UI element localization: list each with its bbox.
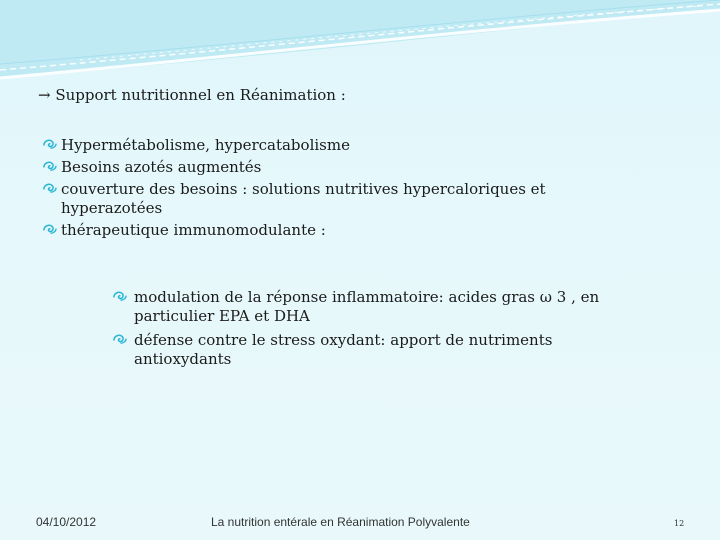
bullet-item bbox=[42, 158, 602, 177]
swirl-bullet-icon bbox=[42, 222, 57, 237]
swirl-bullet-icon bbox=[42, 137, 57, 152]
decorative-swoosh bbox=[0, 0, 720, 90]
bullet-item bbox=[42, 136, 602, 155]
bullet-text: Hypermétabolisme, hypercatabolisme bbox=[61, 136, 350, 154]
bullet-text: thérapeutique immunomodulante : bbox=[61, 221, 326, 239]
sub-bullet-item bbox=[112, 288, 632, 326]
bullet-item bbox=[42, 221, 602, 240]
sub-bullet-item bbox=[112, 331, 632, 369]
swirl-bullet-icon bbox=[42, 159, 57, 174]
swirl-bullet-icon bbox=[112, 332, 127, 347]
page-number: 12 bbox=[674, 519, 685, 528]
footer-date: 04/10/2012 bbox=[36, 515, 97, 529]
footer-title: La nutrition entérale en Réanimation Polyvalente bbox=[211, 515, 470, 529]
sub-bullet-text: modulation de la réponse inflammatoire: acides gras ω 3 , en particulier EPA et DHA bbox=[134, 288, 600, 325]
swirl-bullet-icon bbox=[42, 181, 57, 196]
bullet-text: couverture des besoins : solutions nutritives hypercaloriques et hyperazotées bbox=[61, 180, 546, 217]
bullet-item bbox=[42, 180, 602, 218]
sub-bullet-text: défense contre le stress oxydant: apport de nutriments antioxydants bbox=[134, 331, 553, 368]
bullet-list bbox=[42, 136, 602, 243]
sub-bullet-list bbox=[112, 288, 632, 374]
bullet-text: Besoins azotés augmentés bbox=[61, 158, 262, 176]
swirl-bullet-icon bbox=[112, 289, 127, 304]
slide-heading: → Support nutritionnel en Réanimation : bbox=[38, 86, 346, 104]
